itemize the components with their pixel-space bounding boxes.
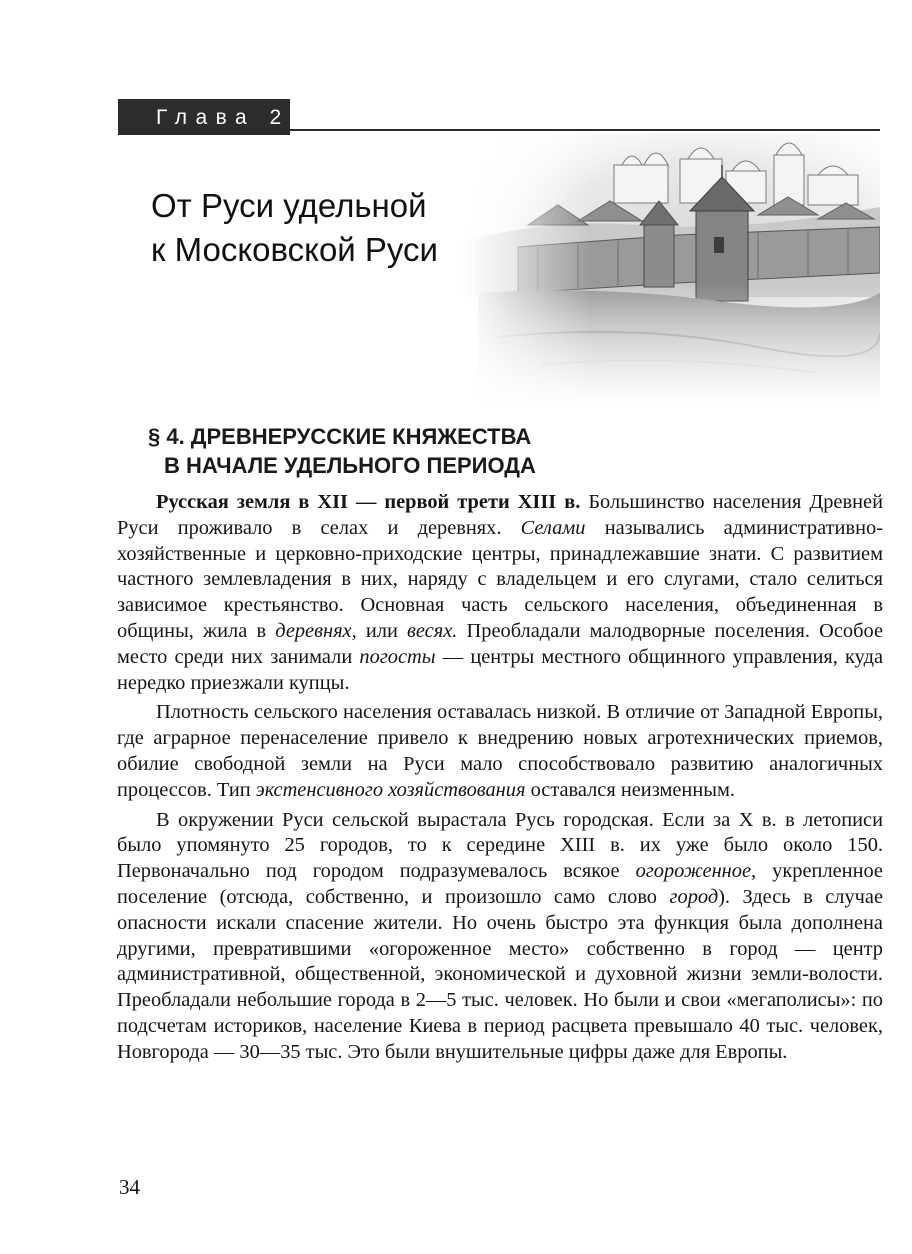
body-text (117, 490, 883, 1066)
section-heading-line1: § 4. ДРЕВНЕРУССКИЕ КНЯЖЕСТВА (148, 424, 532, 449)
page-number: 34 (119, 1175, 140, 1199)
term-italic: деревнях, (275, 619, 357, 642)
paragraph-text: — центры местного общинного управления, куда нередко приезжали купцы. (117, 645, 883, 694)
paragraph (117, 808, 883, 1066)
paragraph-text: Большинство населения Древней Руси проживало в селах и деревнях. (117, 491, 883, 539)
paragraph-lead: Русская земля в XII — первой трети XIII в. (156, 491, 581, 513)
paragraph-text: назывались административно-хозяйственные и церковно-приходские центры, принадлежавшие знати. С развитием частного землевладения в них, наряду с владельцем и его слугами, стало селиться зависимое крестьянство. Основная часть сельского населения, объединенная в общины, жила в (117, 516, 883, 642)
chapter-title-line1: От Руси удельной (151, 187, 427, 224)
paragraph-text: оставался неизменным. (525, 778, 735, 801)
section-heading (148, 422, 536, 480)
paragraph-text: или (356, 619, 408, 642)
paragraph-text: В окружении Руси сельской вырастала Русь городская. Если за X в. в летописи было упомянуто 25 городов, то к середине XIII в. их уже было около 150. Первоначально под городом подразумевалось всякое (117, 808, 883, 883)
paragraph-text: ). Здесь в случае опасности искали спасение жители. Но очень быстро эта функция была дополнена другими, превратившими «огороженное место» собственно в город — центр административной, общественной, экономической и духовной жизни земли-волости. Преобладали небольшие города в 2—5 тыс. человек. Но были и свои «мегаполисы»: по подсчетам историков, население Киева в период расцвета превышало 40 тыс. человек, Новгорода — 30—35 тыс. Это были внушительные цифры даже для Европы. (117, 885, 884, 1063)
paragraph (117, 700, 883, 803)
chapter-label: Глава 2 (156, 106, 290, 129)
term-italic: погосты (359, 645, 436, 668)
term-italic: город (669, 885, 719, 908)
paragraph (117, 490, 883, 696)
term-italic: Селами (520, 516, 586, 539)
paragraph-text: Плотность сельского населения оставалась низкой. В отличие от Западной Европы, где аграрное перенаселение привело к внедрению новых агротехнических приемов, обилие свободной земли на Руси мало способствовало развитию аналогичных процессов. Тип (117, 701, 883, 801)
paragraph-text: Преобладали малодворные поселения. Особое место среди них занимали (117, 619, 883, 668)
term-italic: огороженное, (635, 860, 757, 883)
term-italic: экстенсивного хозяйствования (255, 778, 526, 801)
chapter-title-line2: к Московской Руси (151, 231, 438, 268)
chapter-title (151, 184, 438, 272)
section-heading-line2: В НАЧАЛЕ УДЕЛЬНОГО ПЕРИОДА (164, 453, 536, 478)
term-italic: весях. (407, 619, 458, 642)
paragraph-text: укрепленное поселение (отсюда, собственно, и произошло само слово (117, 860, 883, 908)
